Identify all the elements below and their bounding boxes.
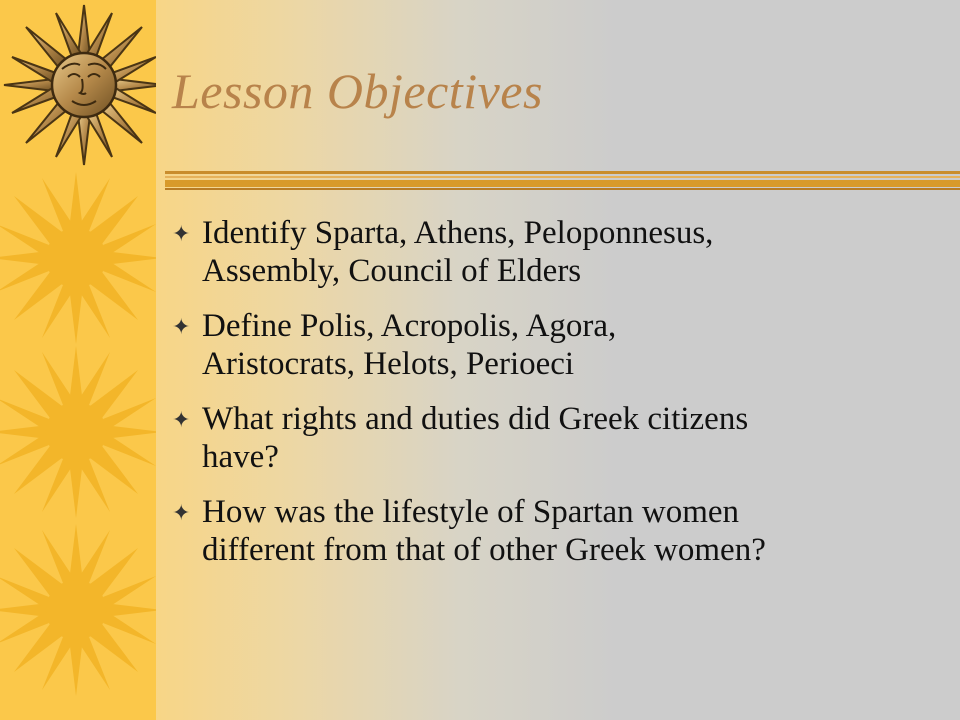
sun-icon [0, 346, 156, 518]
objective-line: What rights and duties did Greek citizens [202, 401, 749, 437]
objective-text [202, 493, 766, 569]
list-item [172, 214, 942, 290]
objective-line: Define Polis, Acropolis, Agora, [202, 308, 617, 344]
title-divider [165, 171, 960, 191]
objective-line: How was the lifestyle of Spartan women [202, 494, 740, 530]
list-item [172, 493, 942, 569]
four-point-star-icon: ✦ [172, 500, 191, 525]
objective-text [202, 307, 616, 383]
objective-line: have? [202, 439, 279, 475]
four-point-star-icon: ✦ [172, 221, 191, 246]
objective-line: Aristocrats, Helots, Perioeci [202, 346, 575, 382]
objectives-list [172, 214, 942, 586]
list-item [172, 307, 942, 383]
sun-icons [0, 0, 156, 720]
objective-line: different from that of other Greek women? [202, 532, 766, 568]
decorative-sun-strip [0, 0, 156, 720]
four-point-star-icon: ✦ [172, 407, 191, 432]
objective-line: Identify Sparta, Athens, Peloponnesus, [202, 215, 714, 251]
four-point-star-icon: ✦ [172, 314, 191, 339]
slide-title: Lesson Objectives [172, 63, 543, 119]
list-item [172, 400, 942, 476]
objective-text [202, 400, 748, 476]
sun-icon [0, 172, 156, 344]
sun-face-icon [4, 5, 156, 165]
objective-line: Assembly, Council of Elders [202, 253, 582, 289]
objective-text [202, 214, 713, 290]
sun-icon [0, 524, 156, 696]
